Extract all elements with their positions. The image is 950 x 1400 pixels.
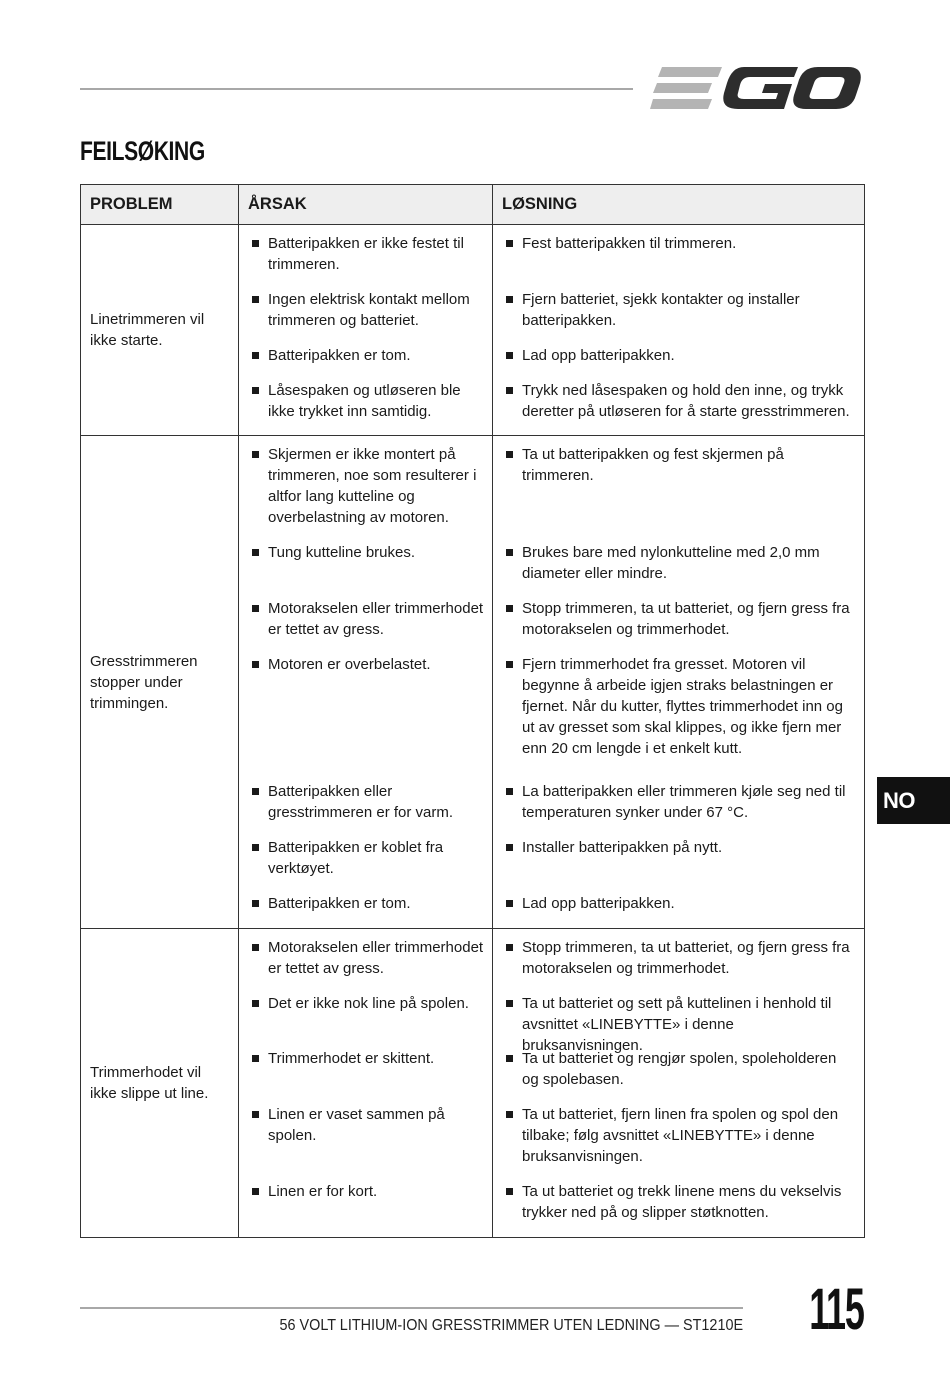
cause-text: Ingen elektrisk kontakt mellom trimmeren og batteriet. [268,291,470,329]
list-item [239,542,484,598]
solution-text: Stopp trimmeren, ta ut batteriet, og fjern gress fra motorakselen og trimmerhodet. [522,939,850,977]
list-item [493,893,856,928]
solution-text: Brukes bare med nylonkutteline med 2,0 mm diameter eller mindre. [522,544,820,582]
bullet-square-icon [252,844,259,851]
cause-list [239,436,484,928]
bullet-square-icon [252,296,259,303]
list-item [493,380,856,435]
list-item [493,837,856,893]
cause-text: Låsespaken og utløseren ble ikke trykket inn samtidig. [268,382,461,420]
bullet-square-icon [252,900,259,907]
list-item [493,1104,856,1181]
list-item [493,233,856,289]
bullet-square-icon [252,788,259,795]
list-item [239,380,484,435]
list-item [239,444,484,542]
cause-text: Det er ikke nok line på spolen. [268,995,469,1012]
list-item [239,893,484,928]
table-header-row [81,185,865,225]
cause-text: Batteripakken er tom. [268,895,411,912]
bullet-square-icon [506,944,513,951]
bullet-square-icon [252,451,259,458]
table-row [81,929,865,1238]
bullet-square-icon [506,605,513,612]
list-item [493,598,856,654]
bullet-square-icon [252,1055,259,1062]
bullet-square-icon [506,387,513,394]
cause-text: Batteripakken er koblet fra verktøyet. [268,839,444,877]
language-tab: NO [877,777,950,824]
bullet-square-icon [252,661,259,668]
footer-text: 56 VOLT LITHIUM-ION GRESSTRIMMER UTEN LEDNING — ST1210E [279,1317,743,1334]
bullet-square-icon [506,549,513,556]
bullet-square-icon [506,900,513,907]
problem-cell: Trimmerhodet vil ikke slippe ut line. [81,929,239,1238]
list-item [493,444,856,542]
cause-cell [239,929,493,1238]
cause-text: Linen er for kort. [268,1183,378,1200]
cause-text: Batteripakken er tom. [268,347,411,364]
ego-logo [650,64,862,112]
cause-cell [239,436,493,929]
bullet-square-icon [506,1111,513,1118]
solution-list [493,929,856,1237]
list-item [493,937,856,993]
list-item [493,542,856,598]
bullet-square-icon [506,844,513,851]
list-item [493,654,856,781]
bullet-square-icon [506,1188,513,1195]
solution-text: Lad opp batteripakken. [522,895,675,912]
list-item [239,233,484,289]
solution-text: Ta ut batteriet og trekk linene mens du vekselvis trykker ned på og slipper støtknotten. [522,1183,842,1221]
bullet-square-icon [252,352,259,359]
list-item [239,837,484,893]
header-rule [80,88,633,90]
bullet-square-icon [506,1000,513,1007]
bullet-square-icon [252,605,259,612]
footer-rule [80,1307,743,1309]
header-solution: LØSNING [493,185,865,225]
bullet-square-icon [252,1188,259,1195]
solution-text: Fjern batteriet, sjekk kontakter og installer batteripakken. [522,291,800,329]
problem-cell: Linetrimmeren vil ikke starte. [81,225,239,436]
list-item [493,993,856,1054]
table-row [81,436,865,929]
list-item [239,654,484,781]
list-item [239,289,484,345]
bullet-square-icon [252,1000,259,1007]
bullet-square-icon [506,1055,513,1062]
solution-text: Lad opp batteripakken. [522,347,675,364]
list-item [239,937,484,993]
list-item [493,345,856,380]
solution-cell [493,436,865,929]
bullet-square-icon [252,549,259,556]
list-item [493,781,856,837]
cause-text: Motorakselen eller trimmerhodet er tettet av gress. [268,939,484,977]
bullet-square-icon [506,788,513,795]
header-cause: ÅRSAK [239,185,493,225]
solution-text: Ta ut batteriet og sett på kuttelinen i henhold til avsnittet «LINEBYTTE» i denne bruksanvisningen. [522,995,832,1054]
cause-list [239,929,484,1237]
bullet-square-icon [252,240,259,247]
cause-text: Batteripakken er ikke festet til trimmeren. [268,235,464,273]
bullet-square-icon [252,1111,259,1118]
bullet-square-icon [506,661,513,668]
cause-text: Batteripakken eller gresstrimmeren er for varm. [268,783,454,821]
cause-text: Tung kutteline brukes. [268,544,416,561]
list-item [239,1104,484,1181]
bullet-square-icon [506,296,513,303]
solution-text: Ta ut batteripakken og fest skjermen på trimmeren. [522,446,784,484]
cause-text: Motoren er overbelastet. [268,656,431,673]
list-item [493,1048,856,1104]
bullet-square-icon [506,352,513,359]
list-item [493,1181,856,1237]
list-item [239,1181,484,1237]
bullet-square-icon [506,451,513,458]
list-item [239,345,484,380]
page-title: FEILSØKING [80,136,205,166]
solution-text: Installer batteripakken på nytt. [522,839,723,856]
cause-text: Trimmerhodet er skittent. [268,1050,435,1067]
solution-cell [493,225,865,436]
solution-cell [493,929,865,1238]
bullet-square-icon [252,387,259,394]
solution-text: Fest batteripakken til trimmeren. [522,235,737,252]
bullet-square-icon [506,240,513,247]
cause-text: Skjermen er ikke montert på trimmeren, noe som resulterer i altfor lang kutteline og overbelastning av motoren. [268,446,477,526]
solution-list [493,436,856,928]
list-item [239,598,484,654]
list-item [239,781,484,837]
solution-text: Fjern trimmerhodet fra gresset. Motoren vil begynne å arbeide igjen straks belastningen er fjernet. Når du kutter, flyttes trimmerhodet inn og ut av gresset som skal klippes, og ikke fjern mer enn 20 cm lengde i et enkelt kutt. [522,656,843,757]
troubleshooting-table [80,184,865,1238]
solution-text: Ta ut batteriet, fjern linen fra spolen og spol den tilbake; følg avsnittet «LINEBYTTE» i denne bruksanvisningen. [522,1106,839,1165]
list-item [239,993,484,1048]
cause-text: Linen er vaset sammen på spolen. [268,1106,445,1144]
bullet-square-icon [252,944,259,951]
header-problem: PROBLEM [81,185,239,225]
problem-cell: Gresstrimmeren stopper under trimmingen. [81,436,239,929]
list-item [239,1048,484,1104]
solution-text: Ta ut batteriet og rengjør spolen, spoleholderen og spolebasen. [522,1050,837,1088]
cause-cell [239,225,493,436]
solution-list [493,225,856,435]
page-number: 115 [809,1277,864,1342]
table-row [81,225,865,436]
solution-text: Stopp trimmeren, ta ut batteriet, og fjern gress fra motorakselen og trimmerhodet. [522,600,850,638]
cause-list [239,225,484,435]
cause-text: Motorakselen eller trimmerhodet er tettet av gress. [268,600,484,638]
solution-text: La batteripakken eller trimmeren kjøle seg ned til temperaturen synker under 67 °C. [522,783,846,821]
solution-text: Trykk ned låsespaken og hold den inne, og trykk deretter på utløseren for å starte gresstrimmeren. [522,382,850,420]
list-item [493,289,856,345]
